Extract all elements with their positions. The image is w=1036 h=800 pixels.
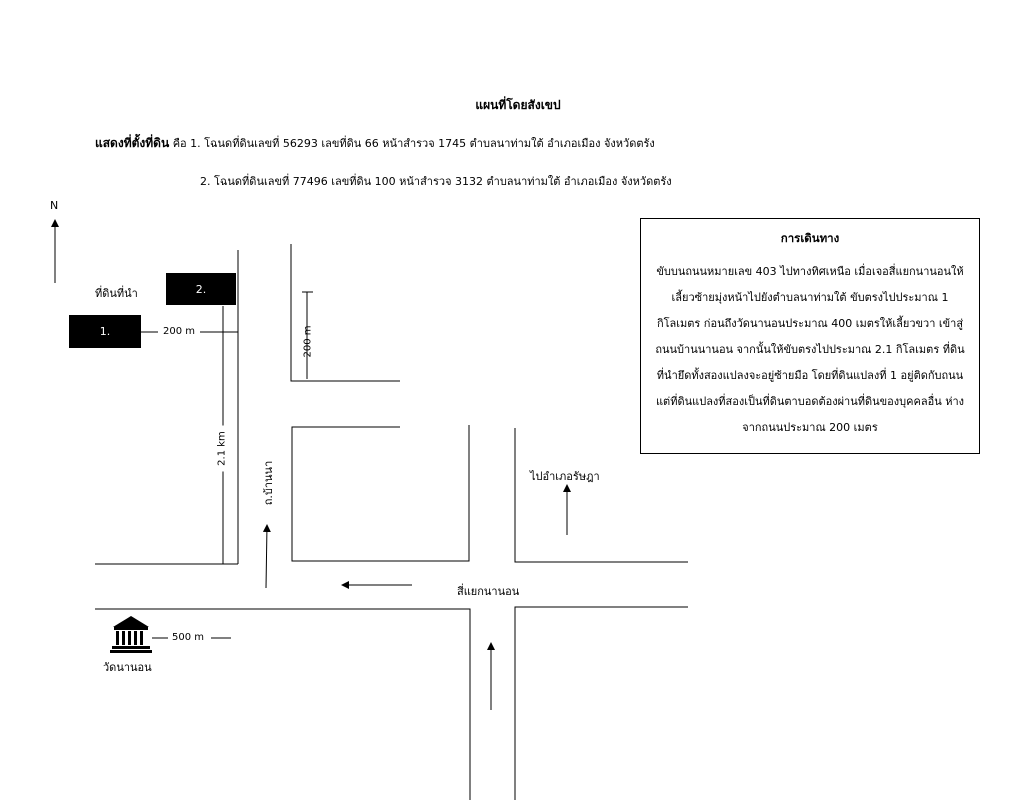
directions-line: กิโลเมตร ก่อนถึงวัดนานอนประมาณ 400 เมตรให้เลี้ยวขวา เข้าสู่ bbox=[656, 317, 964, 330]
directions-heading: การเดินทาง bbox=[780, 231, 840, 245]
directions-line: ที่นำยึดทั้งสองแปลงจะอยู่ซ้ายมือ โดยที่ดินแปลงที่ 1 อยู่ติดกับถนน bbox=[656, 369, 964, 382]
arrow-up-ban-na bbox=[266, 525, 267, 588]
distance-500m: 500 m bbox=[172, 632, 205, 643]
directions-line: เลี้ยวซ้ายมุ่งหน้าไปยังตำบลนาท่ามใต้ ขับตรงไปประมาณ 1 bbox=[671, 291, 949, 304]
distance-21km: 2.1 km bbox=[217, 426, 228, 472]
to-ratsada-label: ไปอำเภอรัษฎา bbox=[530, 470, 600, 483]
north-label: N bbox=[50, 199, 59, 212]
distance-200m-vertical: 200 m bbox=[302, 325, 314, 358]
plot-2-block: 2. bbox=[166, 273, 236, 305]
directions-panel bbox=[640, 218, 980, 454]
location-label: แสดงที่ตั้งที่ดิน bbox=[95, 136, 170, 150]
location-text-1: คือ 1. โฉนดที่ดินเลขที่ 56293 เลขที่ดิน 66 หน้าสำรวจ 1745 ตำบลนาท่ามใต้ อำเภอเมือง จังหวัดตรัง bbox=[172, 137, 655, 150]
intersection-label: สี่แยกนานอน bbox=[457, 585, 520, 598]
directions-line: แต่ที่ดินแปลงที่สองเป็นที่ดินตาบอดต้องผ่านที่ดินของบุคคลอื่น ห่าง bbox=[655, 395, 965, 408]
road-ban-na-label: ถ.บ้านนา bbox=[262, 460, 275, 506]
directions-line: ถนนบ้านนานอน จากนั้นให้ขับตรงไปประมาณ 2.1 กิโลเมตร ที่ดิน bbox=[655, 343, 965, 356]
temple-label: วัดนานอน bbox=[103, 661, 152, 674]
plot-1-block: 1. bbox=[69, 315, 141, 348]
location-line-2: 2. โฉนดที่ดินเลขที่ 77496 เลขที่ดิน 100 หน้าสำรวจ 3132 ตำบลนาท่ามใต้ อำเภอเมือง จังหวัดตรัง bbox=[200, 175, 672, 188]
road-lower-left bbox=[95, 609, 470, 800]
directions-line: ขับบนถนนหมายเลข 403 ไปทางทิศเหนือ เมื่อเจอสี่แยกนานอนให้ bbox=[656, 265, 964, 278]
directions-line: จากถนนประมาณ 200 เมตร bbox=[742, 421, 878, 434]
distance-200m-horizontal: 200 m bbox=[163, 326, 196, 337]
road-middle-block bbox=[292, 425, 469, 561]
location-line-1 bbox=[95, 134, 655, 153]
plots-label: ที่ดินที่นำ bbox=[95, 287, 138, 300]
road-lower-right bbox=[515, 607, 688, 800]
temple-icon bbox=[110, 616, 152, 653]
page-title: แผนที่โดยสังเขป bbox=[475, 98, 561, 112]
